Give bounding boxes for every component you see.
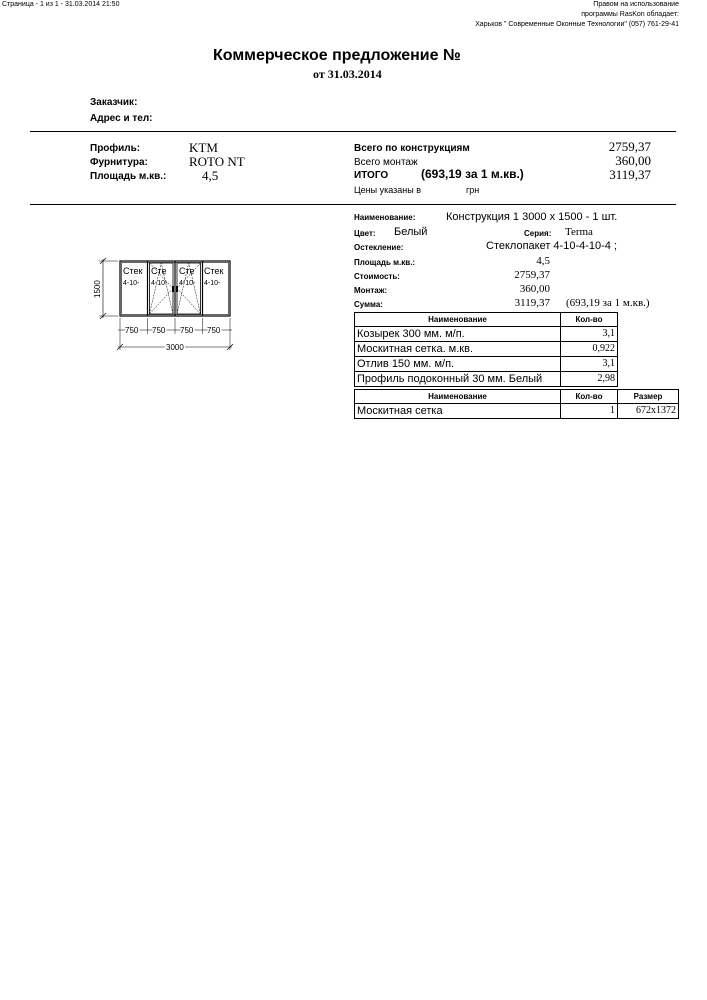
hardware-value: ROTO NT: [189, 154, 245, 169]
sum-value: 3119,37: [514, 297, 550, 309]
item-name: Москитная сетка: [355, 404, 561, 419]
glass-formula: 4-10-: [204, 280, 221, 287]
construction-install-value: 360,00: [519, 283, 550, 295]
height-label: 1500: [93, 280, 102, 298]
sum-note: (693,19 за 1 м.кв.): [566, 297, 650, 309]
document-title: Коммерческое предложение №: [213, 47, 461, 64]
glass-formula: 4-10-: [179, 280, 196, 287]
cost-value: 2759,37: [514, 269, 550, 281]
table-header-row: [355, 313, 618, 327]
construction-area-value: 4,5: [536, 255, 550, 267]
cost-label: Стоимость:: [354, 272, 400, 281]
series-value: Terma: [565, 226, 593, 238]
profile-label: Профиль:: [90, 143, 141, 154]
itogo-value: 3119,37: [609, 167, 651, 182]
table-header-row: [355, 390, 679, 404]
document-date: от 31.03.2014: [313, 67, 382, 81]
column-header: Размер: [618, 390, 679, 404]
column-header: Кол-во: [561, 390, 618, 404]
hardware-label: Фурнитура:: [90, 157, 148, 168]
currency-label: Цены указаны в: [354, 185, 421, 195]
page-info: Страница - 1 из 1 - 31.03.2014 21:50: [2, 1, 120, 8]
construction-area-label: Площадь м.кв.:: [354, 258, 416, 267]
item-qty: 3,1: [561, 327, 618, 342]
column-header: Наименование: [355, 390, 561, 404]
construction-name-value: Конструкция 1 3000 x 1500 - 1 шт.: [446, 211, 618, 223]
section-dim: 750: [152, 326, 166, 335]
item-name: Профиль подоконный 30 мм. Белый: [355, 372, 561, 387]
section-dim: 750: [207, 326, 221, 335]
construction-name-label: Наименование:: [354, 213, 416, 222]
color-label: Цвет:: [354, 229, 376, 238]
item-name: Москитная сетка. м.кв.: [355, 342, 561, 357]
sum-label: Сумма:: [354, 300, 383, 309]
item-qty: 2,98: [561, 372, 618, 387]
divider-top: [30, 131, 676, 132]
item-qty: 3,1: [561, 357, 618, 372]
install-label: Всего монтаж: [354, 157, 418, 168]
width-label: 3000: [166, 343, 184, 352]
divider-middle: [30, 204, 676, 205]
table-row: [355, 327, 618, 342]
extras-table: [354, 312, 618, 387]
handle-icon: [172, 286, 174, 292]
color-value: Белый: [394, 226, 428, 238]
license-line-2: программы RasKon обладает:: [581, 11, 679, 18]
area-value: 4,5: [202, 168, 219, 183]
item-qty: 0,922: [561, 342, 618, 357]
table-row: [355, 404, 679, 419]
total-constructions-value: 2759,37: [608, 139, 651, 154]
glass-label: Стек: [204, 266, 224, 276]
table-row: [355, 357, 618, 372]
address-label: Адрес и тел:: [90, 113, 153, 124]
customer-label: Заказчик:: [90, 97, 138, 108]
area-label: Площадь м.кв.:: [90, 171, 167, 182]
column-header: Кол-во: [561, 313, 618, 327]
itogo-note: (693,19 за 1 м.кв.): [421, 167, 524, 181]
column-header: Наименование: [355, 313, 561, 327]
total-constructions-label: Всего по конструкциям: [354, 143, 470, 154]
handle-icon: [176, 286, 178, 292]
install-value: 360,00: [615, 153, 651, 168]
glazing-value: Стеклопакет 4-10-4-10-4 ;: [486, 240, 618, 252]
construction-install-label: Монтаж:: [354, 286, 388, 295]
window-drawing: [90, 250, 250, 360]
profile-value: KTM: [189, 140, 218, 155]
item-name: Отлив 150 мм. м/п.: [355, 357, 561, 372]
glass-formula: 4-10-: [151, 280, 168, 287]
item-qty: 1: [561, 404, 618, 419]
itogo-label: ИТОГО: [354, 170, 389, 181]
table-row: [355, 342, 618, 357]
item-size: 672x1372: [618, 404, 679, 419]
mosquito-table: [354, 389, 679, 419]
glazing-label: Остекление:: [354, 243, 404, 252]
table-row: [355, 372, 618, 387]
glass-label: Сте: [179, 266, 195, 276]
glass-label: Стек: [123, 266, 143, 276]
series-label: Серия:: [524, 229, 552, 238]
license-line-3: Харьков " Современные Оконные Технологии" (057) 761-29-41: [475, 21, 679, 28]
section-dim: 750: [125, 326, 139, 335]
section-dim: 750: [180, 326, 194, 335]
license-line-1: Правом на использование: [593, 1, 679, 8]
currency-value: грн: [466, 185, 480, 195]
glass-formula: 4-10-: [123, 280, 140, 287]
glass-label: Сте: [151, 266, 167, 276]
item-name: Козырек 300 мм. м/п.: [355, 327, 561, 342]
